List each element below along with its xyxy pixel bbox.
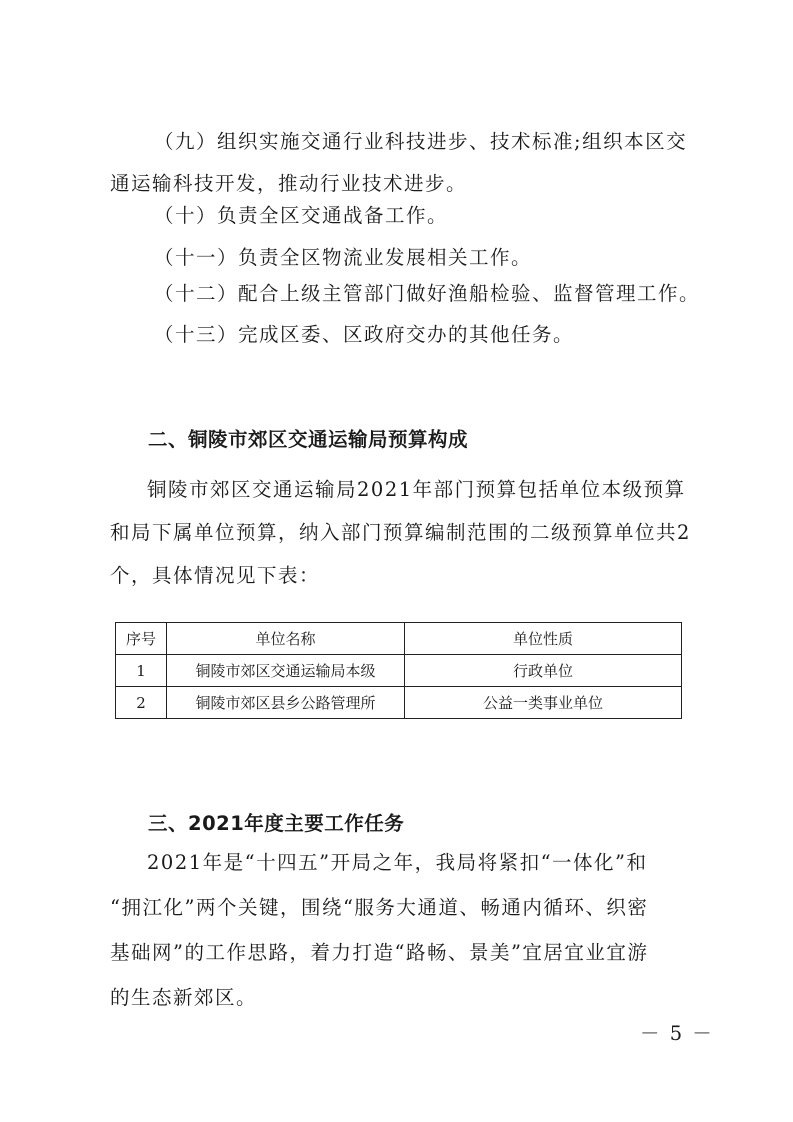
duty-item-12: （十二）配合上级主管部门做好渔船检验、监督管理工作。: [154, 282, 701, 305]
budget-units-table: [115, 622, 682, 719]
section-3-heading: 三、2021年度主要工作任务: [148, 812, 405, 835]
cell-unit-name: 铜陵市郊区交通运输局本级: [167, 655, 405, 687]
table-row: [116, 687, 682, 719]
duty-item-10: （十）负责全区交通战备工作。: [154, 204, 449, 227]
cell-unit-type: 公益一类事业单位: [405, 687, 682, 719]
duty-item-13: （十三）完成区委、区政府交办的其他任务。: [154, 323, 575, 346]
table-header-row: [116, 623, 682, 655]
header-index: 序号: [116, 623, 167, 655]
cell-unit-name: 铜陵市郊区县乡公路管理所: [167, 687, 405, 719]
duty-item-9: [110, 121, 695, 205]
section-3-body-line-1: 2021年是“十四五”开局之年，我局将紧扣“一体化”和: [147, 851, 648, 874]
section-2-heading: 二、铜陵市郊区交通运输局预算构成: [148, 428, 469, 451]
section-2-body-line-2: 和局下属单位预算，纳入部门预算编制范围的二级预算单位共2: [110, 521, 691, 544]
duty-item-11: （十一）负责全区物流业发展相关工作。: [154, 246, 533, 269]
duty-item-9-line-1: （九）组织实施交通行业科技进步、技术标准;组织本区交: [154, 130, 688, 153]
page-number: － 5 －: [640, 1022, 714, 1045]
duty-item-9-line-2: 通运输科技开发，推动行业技术进步。: [110, 172, 468, 195]
header-unit-name: 单位名称: [167, 623, 405, 655]
cell-index: 2: [116, 687, 167, 719]
section-2-body-line-1: 铜陵市郊区交通运输局2021年部门预算包括单位本级预算: [147, 478, 686, 501]
section-3-body-line-3: 基础网”的工作思路，着力打造“路畅、景美”宜居宜业宜游: [110, 941, 649, 964]
header-unit-type: 单位性质: [405, 623, 682, 655]
section-2-body-line-3: 个，具体情况见下表：: [110, 564, 321, 587]
cell-unit-type: 行政单位: [405, 655, 682, 687]
section-3-body: [110, 840, 695, 1020]
section-3-body-line-2: “拥江化”两个关键，围绕“服务大通道、畅通内循环、织密: [110, 896, 649, 919]
cell-index: 1: [116, 655, 167, 687]
table-row: [116, 655, 682, 687]
section-3-body-line-4: 的生态新郊区。: [110, 986, 258, 1009]
section-2-body: [110, 468, 695, 597]
